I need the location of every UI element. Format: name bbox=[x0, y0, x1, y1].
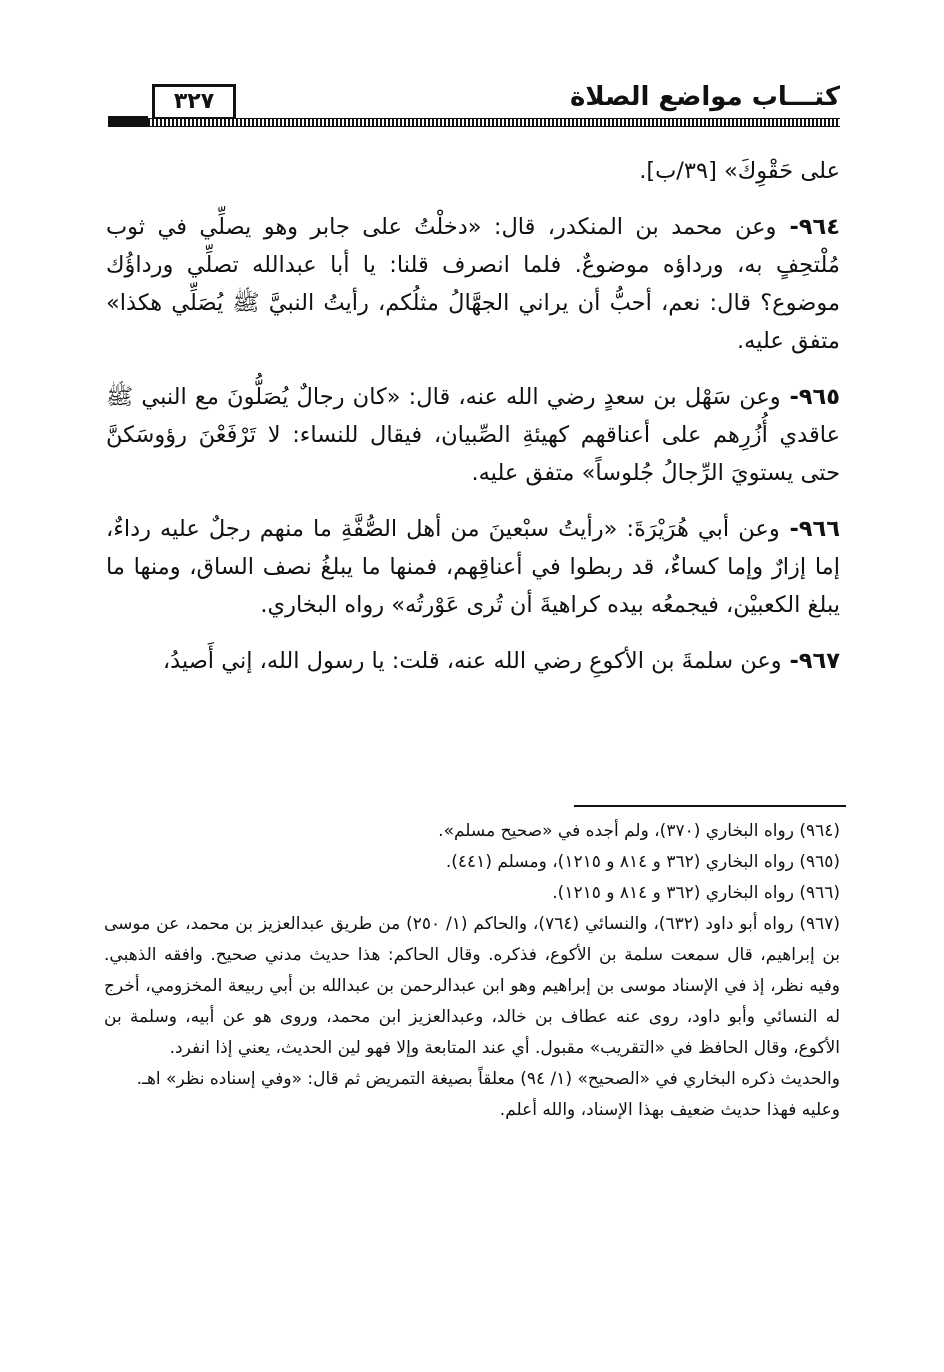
main-text bbox=[106, 152, 840, 698]
page-number: ٣٢٧ bbox=[152, 84, 236, 120]
footnote-separator bbox=[574, 805, 846, 807]
hadith-number: ٩٦٤- bbox=[776, 214, 840, 240]
footnote-conclusion: وعليه فهذا حديث ضعيف بهذا الإسناد، والله أعلم. bbox=[499, 1100, 840, 1120]
footnotes bbox=[104, 816, 840, 1126]
footnote-note: والحديث ذكره البخاري في «الصحيح» (١/ ٩٤) معلقاً بصيغة التمريض ثم قال: «وفي إسناده نظر» اهـ. bbox=[136, 1069, 840, 1089]
hadith-964 bbox=[106, 208, 840, 360]
hadith-966 bbox=[106, 510, 840, 624]
footnote-967: (٩٦٧) رواه أبو داود (٦٣٢)، والنسائي (٧٦٤)، والحاكم (١/ ٢٥٠) من طريق عبدالعزيز بن محمد، عن موسى بن إبراهيم، قال سمعت سلمة بن الأكوع، فذكره. وقال الحاكم: هذا حديث مدني صحيح. وافقه الذهبي. وفيه نظر، إذ في الإسناد موسى بن إبراهيم وهو ابن عبدالرحمن بن عبدالله بن أبي ربيعة المخزومي، أخرج له النسائي وأبو داود، روى عنه عطاف بن خالد، وعبدالعزيز ابن محمد، وروى هو عن أبيه، وسلمة بن الأكوع، وقال الحافظ في «التقريب» مقبول. أي عند المتابعة وإلا فهو لين الحديث، يعني إذا انفرد. bbox=[104, 914, 840, 1058]
hadith-number: ٩٦٥- bbox=[780, 384, 840, 410]
paragraph-text: وعن سَهْل بن سعدٍ رضي الله عنه، قال: «كان رجالٌ يُصَلُّونَ مع النبي ﷺ عاقدي أُزُرِهم على أعناقهم كهيئةِ الصِّبيان، فيقال للنساء: لا تَرْفَعْنَ رؤوسَكنَّ حتى يستويَ الرِّجالُ جُلوساً» متفق عليه. bbox=[106, 384, 840, 486]
hadith-number: ٩٦٧- bbox=[781, 648, 840, 674]
paragraph-text: وعن محمد بن المنكدر، قال: «دخلْتُ على جابر وهو يصلِّي في ثوب مُلْتحِفٍ به، ورداؤه موضوعٌ. فلما انصرف قلنا: يا أبا عبدالله تصلِّي ورداؤُك موضوع؟ قال: نعم، أحبُّ أن يراني الجهَّالُ مثلُكم، رأيتُ النبيَّ ﷺ يُصَلِّي هكذا» متفق عليه. bbox=[106, 214, 840, 354]
footnote-966: (٩٦٦) رواه البخاري (٣٦٢ و ٨١٤ و ١٢١٥). bbox=[552, 883, 840, 903]
hadith-number: ٩٦٦- bbox=[779, 516, 840, 542]
hadith-967 bbox=[106, 642, 840, 680]
footnote-964: (٩٦٤) رواه البخاري (٣٧٠)، ولم أجده في «صحيح مسلم». bbox=[438, 821, 840, 841]
paragraph-text: على حَقْوِكَ» [٣٩/ب]. bbox=[639, 158, 840, 184]
header-rule bbox=[108, 118, 840, 127]
paragraph-continuation bbox=[106, 152, 840, 190]
hadith-965 bbox=[106, 378, 840, 492]
chapter-title: كتـــاب مواضع الصلاة bbox=[570, 82, 840, 112]
page-header bbox=[108, 78, 840, 130]
header-rule-cap bbox=[108, 116, 148, 127]
paragraph-text: وعن سلمةَ بن الأكوعِ رضي الله عنه، قلت: يا رسول الله، إني أَصيدُ، bbox=[162, 648, 782, 674]
paragraph-text: وعن أبي هُرَيْرَةَ: «رأيتُ سبْعينَ من أهل الصُّفَّةِ ما منهم رجلٌ عليه رداءٌ، إما إزارٌ وإما كساءٌ، قد ربطوا في أعناقِهم، فمنها ما يبلغُ نصف الساق، ومنها ما يبلغ الكعبيْن، فيجمعُه بيده كراهيةَ أن تُرى عَوْرتُه» رواه البخاري. bbox=[106, 516, 840, 618]
footnote-965: (٩٦٥) رواه البخاري (٣٦٢ و ٨١٤ و ١٢١٥)، ومسلم (٤٤١). bbox=[445, 852, 840, 872]
